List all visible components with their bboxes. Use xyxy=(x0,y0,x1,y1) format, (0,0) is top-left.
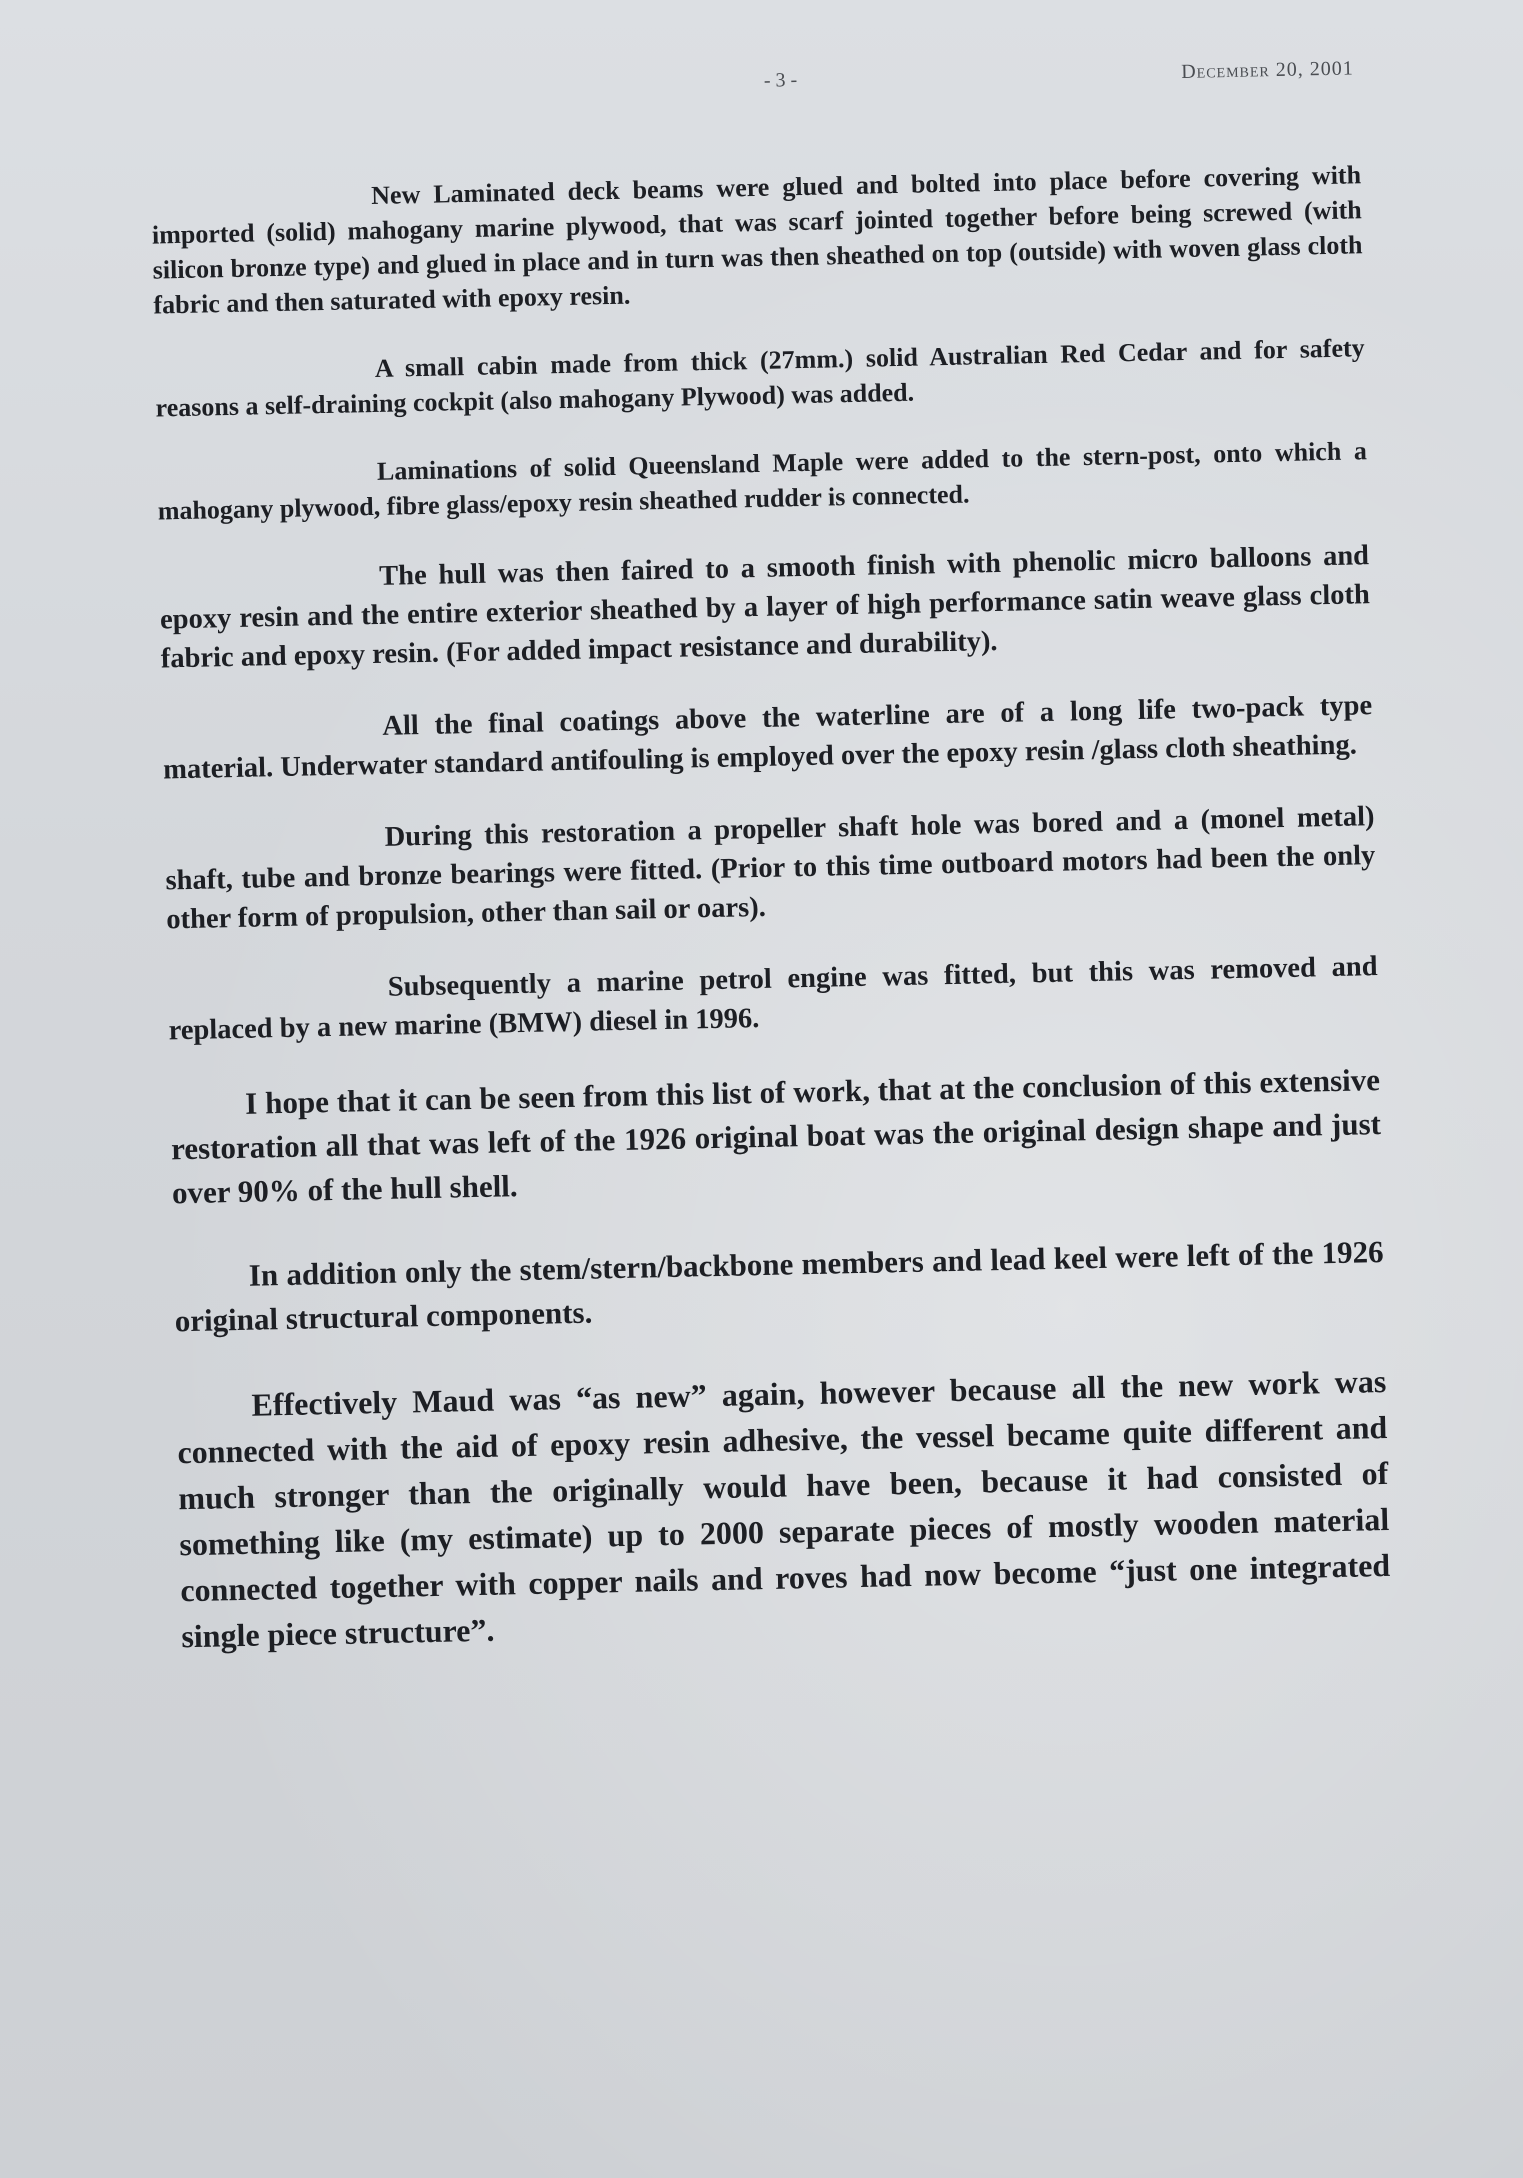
paragraph-hull-fairing: The hull was then faired to a smooth finish with phenolic micro balloons and epoxy resin and the entire exterior sheathed by a layer of high performance satin weave glass cloth fabric and epoxy resin. (For added impact resistance and durability). xyxy=(159,540,1371,675)
document-body xyxy=(151,157,1392,1692)
paragraph-original-components: In addition only the stem/stern/backbone members and lead keel were left of the 1926 original structural components. xyxy=(174,1234,1384,1339)
paragraph-deck-beams: New Laminated deck beams were glued and bolted into place before covering with imported (solid) mahogany marine plywood, that was scarf jointed together before being screwed (with silicon bronze type) and glued in place and in turn was then sheathed on top (outside) with woven glass cloth fabric and then saturated with epoxy resin. xyxy=(151,160,1363,320)
paragraph-cabin: A small cabin made from thick (27mm.) solid Australian Red Cedar and for safety reasons a self-draining cockpit (also mahogany Plywood) was added. xyxy=(155,333,1365,423)
paragraph-propeller-shaft: During this restoration a propeller shaft hole was bored and a (monel metal) shaft, tube and bronze bearings were fitted. (Prior to this time outboard motors had been the only other form of propulsion, other than sail or oars). xyxy=(165,801,1376,936)
paragraph-conclusion: I hope that it can be seen from this list of work, that at the conclusion of this extensive restoration all that was left of the 1926 original boat was the original design shape and just over 90% of the hull shell. xyxy=(170,1062,1382,1211)
paragraph-engine: Subsequently a marine petrol engine was fitted, but this was removed and replaced by a new marine (BMW) diesel in 1996. xyxy=(168,951,1378,1047)
page-header xyxy=(0,54,1502,116)
paragraph-as-new: Effectively Maud was “as new” again, however because all the new work was connected with the aid of epoxy resin adhesive, the vessel became quite different and much stronger than the originally would have been, because it had consisted of something like (my estimate) up to 2000 separate pieces of mostly wooden material connected together with copper nails and roves had now become “just one integrated single piece structure”. xyxy=(177,1362,1391,1655)
paragraph-coatings: All the final coatings above the waterline are of a long life two-pack type material. Underwater standard antifouling is employed over the epoxy resin /glass cloth sheathing. xyxy=(162,690,1373,786)
page-number: - 3 - xyxy=(763,69,798,92)
paragraph-stern-post: Laminations of solid Queensland Maple were added to the stern-post, onto which a mahogany plywood, fibre glass/epoxy resin sheathed rudder is connected. xyxy=(157,436,1368,526)
header-date: December 20, 2001 xyxy=(1181,57,1354,83)
